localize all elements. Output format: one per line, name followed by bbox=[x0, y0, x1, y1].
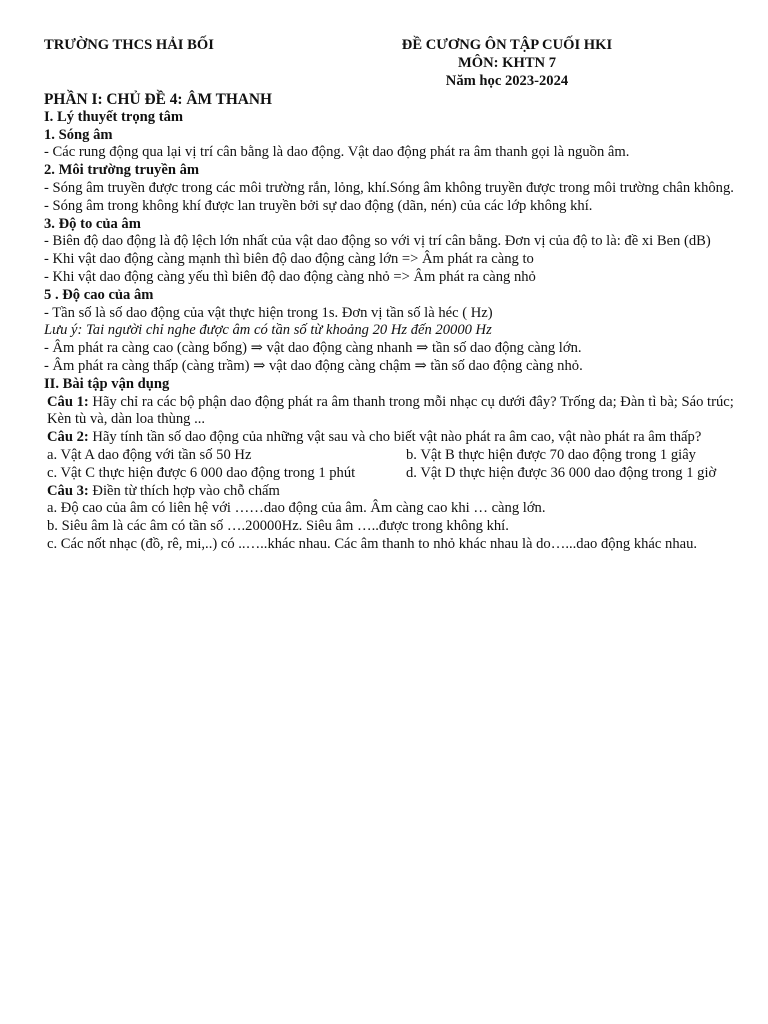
document-title: ĐỀ CƯƠNG ÔN TẬP CUỐI HKI bbox=[401, 37, 613, 53]
question-text: Hãy chỉ ra các bộ phận dao động phát ra âm thanh trong mỗi nhạc cụ dưới đây? Trống da; Đàn tì bà; Sáo trúc; Kèn tù và, dàn loa thùng ... bbox=[47, 393, 734, 428]
section-heading-loudness: 3. Độ to của âm bbox=[44, 215, 141, 232]
question-1 bbox=[44, 394, 738, 430]
question-2 bbox=[44, 429, 738, 447]
section-line: - Sóng âm truyền được trong các môi trường rắn, lỏng, khí.Sóng âm không truyền được trong môi trường chân không. bbox=[44, 179, 734, 196]
option-a: a. Vật A dao động với tần số 50 Hz bbox=[47, 446, 252, 463]
section-line: - Khi vật dao động càng mạnh thì biên độ dao động càng lớn => Âm phát ra càng to bbox=[44, 251, 534, 268]
question-text: Hãy tính tần số dao động của những vật sau và cho biết vật nào phát ra âm cao, vật nào phát ra âm thấp? bbox=[88, 429, 702, 446]
question-label: Câu 2: bbox=[47, 429, 89, 446]
pitch-note: Lưu ý: Tai người chỉ nghe được âm có tần số từ khoảng 20 Hz đến 20000 Hz bbox=[44, 322, 492, 339]
fill-item-c: c. Các nốt nhạc (đồ, rê, mi,..) có ..…..khác nhau. Các âm thanh to nhỏ khác nhau là do…...dao động khác nhau. bbox=[47, 535, 698, 552]
section-line: - Khi vật dao động càng yếu thì biên độ dao động càng nhỏ => Âm phát ra càng nhỏ bbox=[44, 268, 536, 285]
option-c: c. Vật C thực hiện được 6 000 dao động trong 1 phút bbox=[47, 464, 356, 481]
fill-item-a: a. Độ cao của âm có liên hệ với ……dao động của âm. Âm càng cao khi … càng lớn. bbox=[47, 500, 546, 517]
part-title: PHẦN I: CHỦ ĐỀ 4: ÂM THANH bbox=[44, 91, 273, 108]
question-text: Điền từ thích hợp vào chỗ chấm bbox=[88, 482, 280, 499]
title-block bbox=[384, 37, 630, 90]
section-heading-sound-wave: 1. Sóng âm bbox=[44, 126, 113, 143]
document-header bbox=[44, 37, 738, 91]
theory-heading: I. Lý thuyết trọng tâm bbox=[44, 108, 184, 125]
fill-item-b: b. Siêu âm là các âm có tần số ….20000Hz. Siêu âm …..được trong không khí. bbox=[47, 518, 509, 535]
section-line: - Biên độ dao động là độ lệch lớn nhất của vật dao động so với vị trí cân bằng. Đơn vị của độ to là: đề xi Ben (dB) bbox=[44, 233, 711, 250]
question-label: Câu 3: bbox=[47, 482, 89, 499]
section-heading-pitch: 5 . Độ cao của âm bbox=[44, 286, 154, 303]
option-b: b. Vật B thực hiện được 70 dao động trong 1 giây bbox=[406, 446, 696, 463]
section-line: - Âm phát ra càng thấp (càng trầm) ⇒ vật dao động càng chậm ⇒ tần số dao động càng nhỏ. bbox=[44, 357, 583, 374]
option-row bbox=[44, 465, 738, 483]
section-line: - Âm phát ra càng cao (càng bổng) ⇒ vật dao động càng nhanh ⇒ tần số dao động càng lớn. bbox=[44, 340, 582, 357]
school-name: TRƯỜNG THCS HẢI BỐI bbox=[44, 37, 214, 53]
document-page bbox=[44, 37, 738, 554]
section-line: - Tần số là số dao động của vật thực hiện trong 1s. Đơn vị tần số là héc ( Hz) bbox=[44, 304, 493, 321]
school-year: Năm học 2023-2024 bbox=[445, 72, 569, 89]
option-d: d. Vật D thực hiện được 36 000 dao động trong 1 giờ bbox=[406, 464, 717, 481]
section-heading-medium: 2. Môi trường truyền âm bbox=[44, 162, 200, 179]
section-line: - Sóng âm trong không khí được lan truyền bởi sự dao động (dãn, nén) của các lớp không khí. bbox=[44, 197, 593, 214]
exercises-heading: II. Bài tập vận dụng bbox=[44, 375, 170, 392]
section-line: - Các rung động qua lại vị trí cân bằng là dao động. Vật dao động phát ra âm thanh gọi là nguồn âm. bbox=[44, 144, 630, 161]
question-label: Câu 1: bbox=[47, 393, 89, 410]
question-3 bbox=[44, 483, 738, 501]
option-row bbox=[44, 447, 738, 465]
subject-line: MÔN: KHTN 7 bbox=[457, 54, 557, 71]
